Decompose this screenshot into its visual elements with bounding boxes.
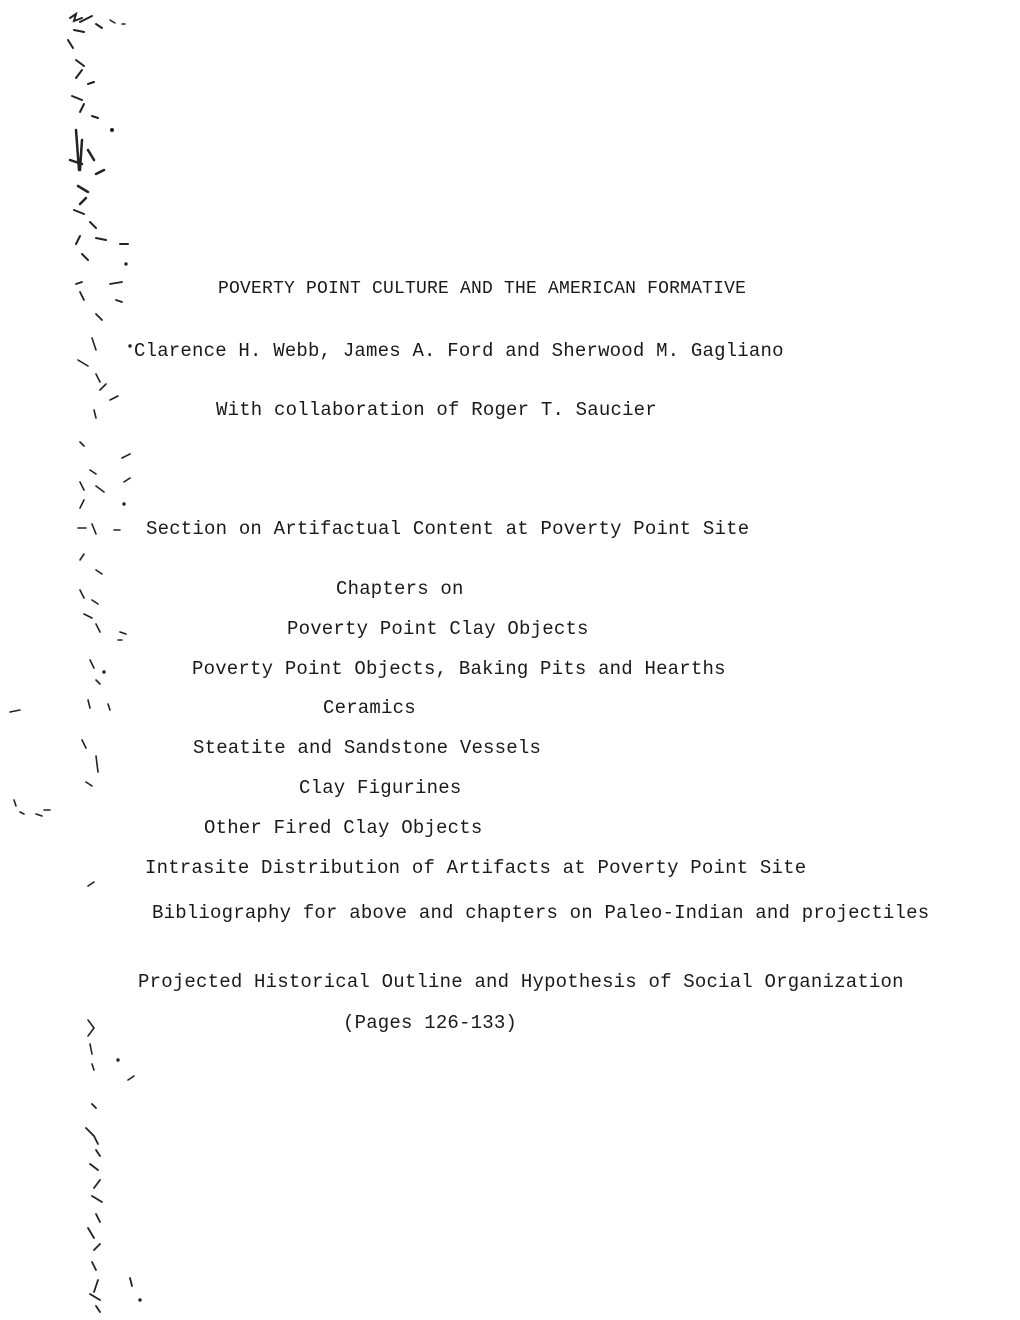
pages-note: (Pages 126-133)	[343, 1012, 518, 1034]
chapter-item: Poverty Point Objects, Baking Pits and Hearths	[192, 658, 726, 680]
collaboration-line: With collaboration of Roger T. Saucier	[216, 399, 657, 421]
binding-edge-marks	[0, 0, 150, 1320]
chapters-heading: Chapters on	[336, 578, 464, 600]
section-heading: Section on Artifactual Content at Poverty Point Site	[146, 518, 750, 540]
chapter-item: Clay Figurines	[299, 777, 462, 799]
chapter-item: Other Fired Clay Objects	[204, 817, 483, 839]
chapter-item: Ceramics	[323, 697, 416, 719]
chapter-item: Steatite and Sandstone Vessels	[193, 737, 542, 759]
authors-line: Clarence H. Webb, James A. Ford and Sherwood M. Gagliano	[134, 340, 784, 362]
projected-outline-line: Projected Historical Outline and Hypothesis of Social Organization	[138, 971, 904, 993]
chapter-item: Intrasite Distribution of Artifacts at Poverty Point Site	[145, 857, 807, 879]
document-title: POVERTY POINT CULTURE AND THE AMERICAN FORMATIVE	[218, 279, 747, 299]
bibliography-line: Bibliography for above and chapters on Paleo-Indian and projectiles	[152, 902, 930, 924]
chapter-item: Poverty Point Clay Objects	[287, 618, 589, 640]
